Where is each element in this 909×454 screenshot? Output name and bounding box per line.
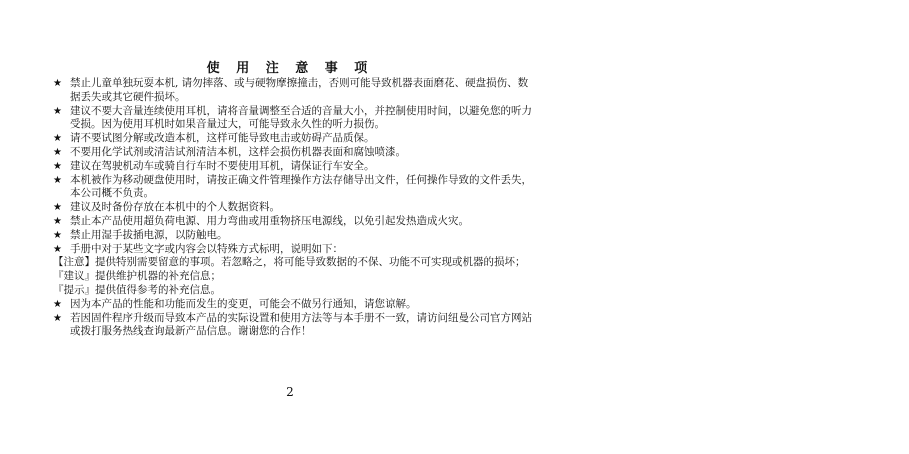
note-label: 【注意】 [53, 256, 95, 269]
list-item [53, 132, 533, 146]
list-item-text: 因为本产品的性能和功能而发生的变更，可能会不做另行通知，请您谅解。 [70, 297, 417, 310]
star-bullet-icon: ★ [53, 133, 62, 145]
star-bullet-icon: ★ [53, 174, 62, 186]
list-item-text: 请不要试图分解或改造本机，这样可能导致电击或妨碍产品质保。 [70, 132, 375, 145]
note-label: 『提示』 [53, 283, 95, 296]
list-item [53, 105, 533, 133]
note-text: 提供维护机器的补充信息； [95, 270, 221, 283]
star-bullet-icon: ★ [53, 202, 62, 214]
list-item-text: 禁止本产品使用超负荷电源、用力弯曲或用重物挤压电源线，以免引起发热造成火灾。 [70, 214, 469, 227]
star-bullet-icon: ★ [53, 160, 62, 172]
star-bullet-icon: ★ [53, 146, 62, 158]
list-item-text: 若因固件程序升级而导致本产品的实际设置和使用方法等与本手册不一致，请访问纽曼公司官方网站或拨打服务热线查询最新产品信息。谢谢您的合作！ [70, 311, 532, 338]
list-item [53, 298, 533, 312]
list-item-text: 建议不要大音量连续使用耳机，请将音量调整至合适的音量大小，并控制使用时间，以避免您的听力受损。因为使用耳机时如果音量过大，可能导致永久性的听力损伤。 [70, 104, 532, 131]
list-item-text: 不要用化学试剂或清洁试剂清洁本机，这样会损伤机器表面和腐蚀喷漆。 [70, 145, 406, 158]
list-item-text: 建议及时备份存放在本机中的个人数据资料。 [70, 201, 280, 214]
list-item-text: 禁止用湿手拔插电源，以防触电。 [70, 228, 228, 241]
list-item [53, 215, 533, 229]
list-item-text: 手册中对于某些文字或内容会以特殊方式标明，说明如下： [70, 242, 343, 255]
note-text: 提供特别需要留意的事项。若忽略之，将可能导致数据的不保、功能不可实现或机器的损坏； [95, 256, 526, 269]
list-item [53, 243, 533, 257]
list-item [53, 229, 533, 243]
star-bullet-icon: ★ [53, 105, 62, 117]
star-bullet-icon: ★ [53, 298, 62, 310]
star-bullet-icon: ★ [53, 215, 62, 227]
page-title: 使 用 注 意 事 项 [206, 61, 374, 76]
note-label: 『建议』 [53, 270, 95, 283]
list-item-text: 本机被作为移动硬盘使用时，请按正确文件管理操作方法存储导出文件，任何操作导致的文件丢失，本公司概不负责。 [70, 173, 532, 200]
note-suggestion [53, 270, 533, 284]
note-tip [53, 284, 533, 298]
star-bullet-icon: ★ [53, 78, 62, 89]
star-bullet-icon: ★ [53, 243, 62, 255]
notice-content [53, 77, 533, 339]
list-item [53, 201, 533, 215]
page-number: 2 [286, 385, 294, 399]
list-item [53, 146, 533, 160]
list-item-text: 建议在驾驶机动车或骑自行车时不要使用耳机，请保证行车安全。 [70, 159, 375, 172]
list-item [53, 312, 533, 340]
star-bullet-icon: ★ [53, 312, 62, 324]
list-item [53, 160, 533, 174]
list-item-text: 禁止儿童单独玩耍本机, 请勿摔落、或与硬物摩擦撞击，否则可能导致机器表面磨花、硬盘损伤、数据丢失或其它硬件损坏。 [70, 77, 529, 103]
list-item [53, 77, 533, 105]
star-bullet-icon: ★ [53, 229, 62, 241]
list-item [53, 174, 533, 202]
note-attention [53, 256, 533, 270]
note-text: 提供值得参考的补充信息。 [95, 283, 221, 296]
